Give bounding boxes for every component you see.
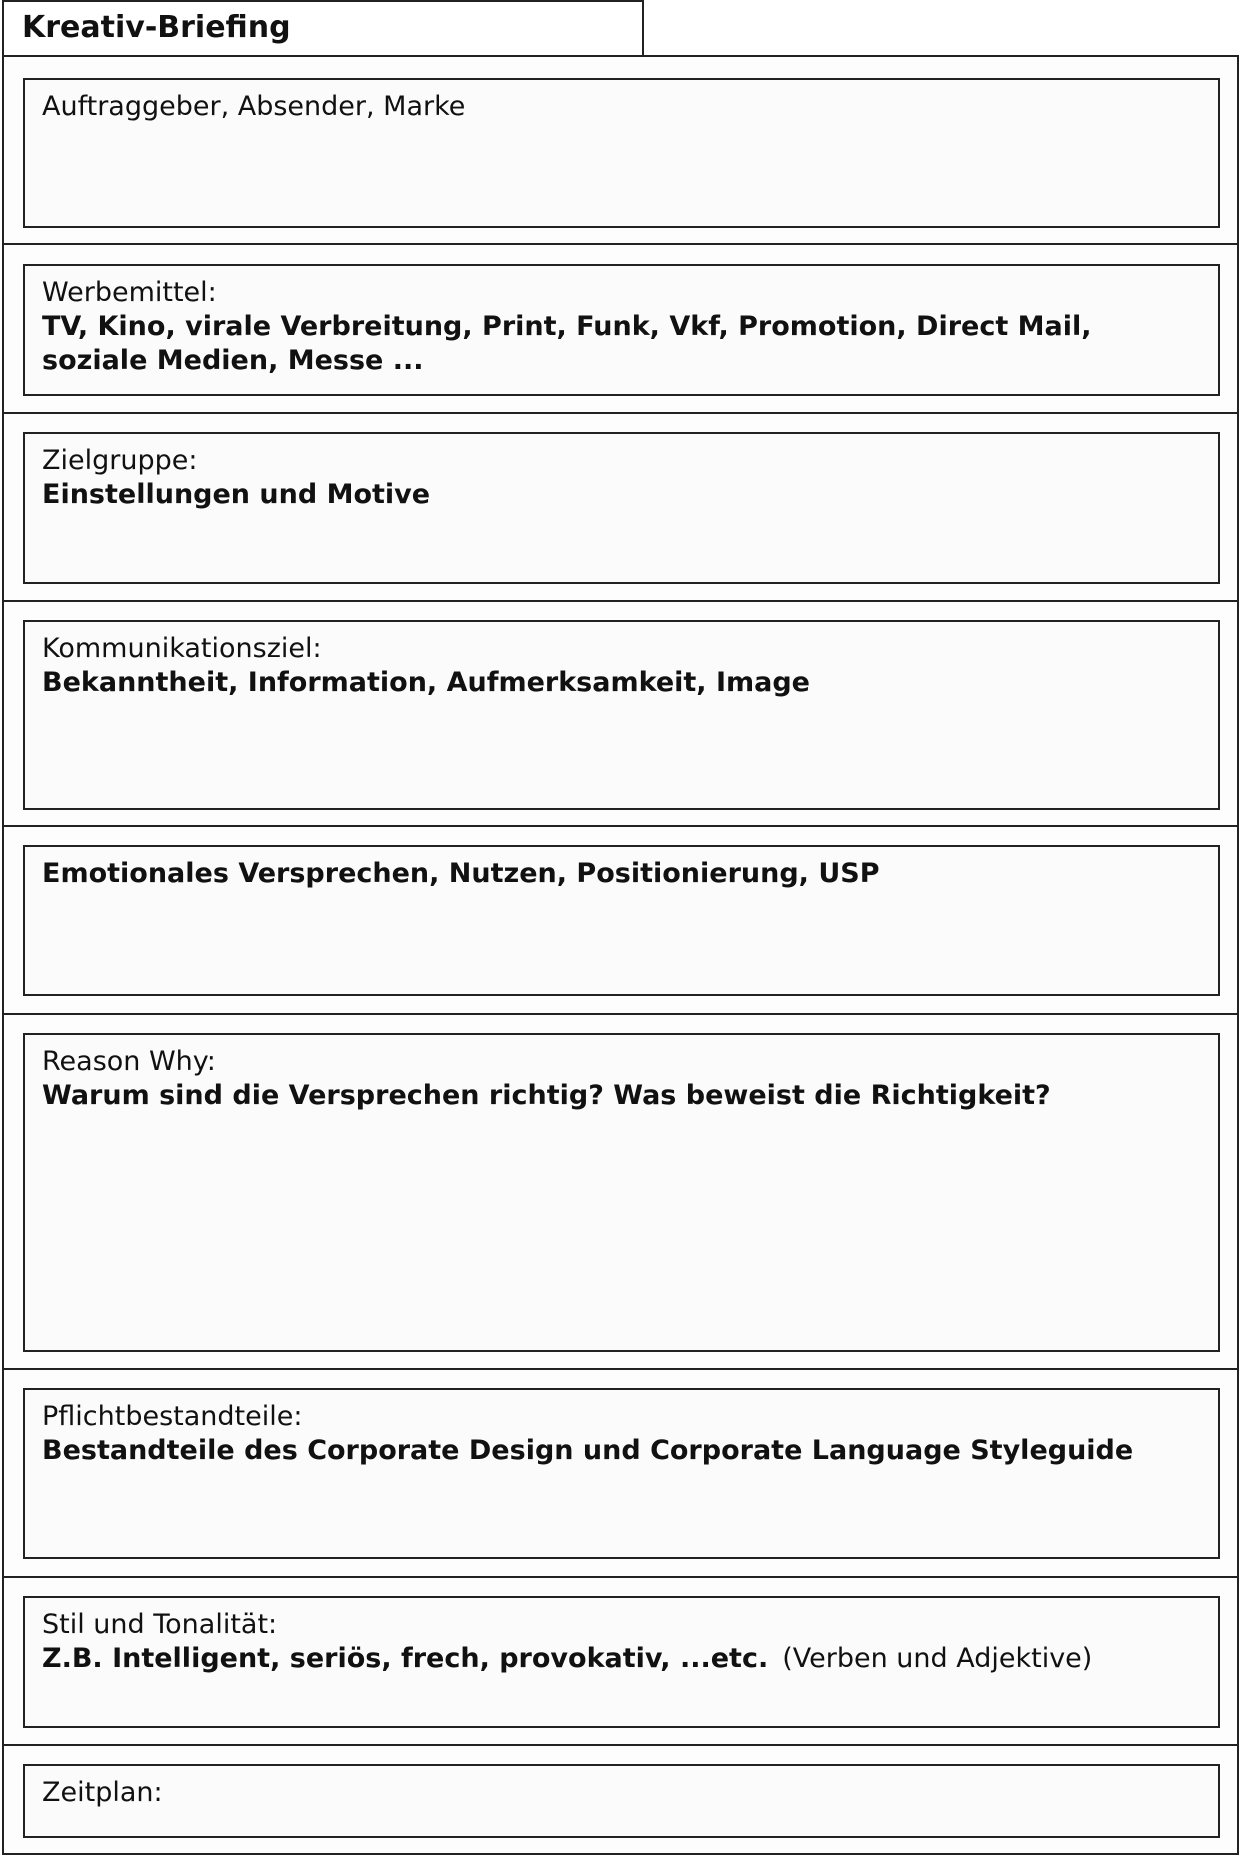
section-versprechen	[23, 845, 1220, 996]
section-content: Einstellungen und Motive	[42, 479, 431, 510]
section-label: Zielgruppe:	[42, 445, 198, 476]
section-label: Pflichtbestandteile:	[42, 1401, 303, 1432]
section-label: Zeitplan:	[42, 1777, 163, 1808]
section-label: Auftraggeber, Absender, Marke	[42, 91, 466, 122]
section-kommunikationsziel	[23, 620, 1220, 810]
section-zeitplan	[23, 1764, 1220, 1838]
section-content: TV, Kino, virale Verbreitung, Print, Funk, Vkf, Promotion, Direct Mail, soziale Medien, Messe ...	[42, 311, 1092, 376]
section-divider	[4, 825, 1237, 827]
title-tab	[2, 0, 644, 56]
section-divider	[4, 1576, 1237, 1578]
section-label: Werbemittel:	[42, 277, 217, 308]
section-divider	[4, 412, 1237, 414]
section-label: Reason Why:	[42, 1046, 216, 1077]
section-content: Warum sind die Versprechen richtig? Was beweist die Richtigkeit?	[42, 1080, 1051, 1111]
section-divider	[4, 243, 1237, 245]
section-pflichtbestandteile	[23, 1388, 1220, 1559]
section-content: Bestandteile des Corporate Design und Corporate Language Styleguide	[42, 1435, 1134, 1466]
section-divider	[4, 600, 1237, 602]
section-reason-why	[23, 1033, 1220, 1352]
section-stil-tonalitaet	[23, 1596, 1220, 1728]
section-content: Emotionales Versprechen, Nutzen, Positionierung, USP	[42, 858, 880, 889]
section-content	[42, 1642, 1192, 1676]
page-title: Kreativ-Briefing	[22, 10, 291, 45]
section-content-text: Z.B. Intelligent, seriös, frech, provokativ, ...etc.	[42, 1643, 769, 1674]
section-label: Kommunikationsziel:	[42, 633, 322, 664]
section-divider	[4, 1013, 1237, 1015]
section-divider	[4, 1368, 1237, 1370]
briefing-form	[2, 55, 1239, 1855]
section-zielgruppe	[23, 432, 1220, 584]
section-divider	[4, 1744, 1237, 1746]
section-auftraggeber	[23, 78, 1220, 228]
section-label: Stil und Tonalität:	[42, 1609, 278, 1640]
section-werbemittel	[23, 264, 1220, 396]
section-note: (Verben und Adjektive)	[782, 1643, 1093, 1674]
section-content: Bekanntheit, Information, Aufmerksamkeit, Image	[42, 667, 810, 698]
